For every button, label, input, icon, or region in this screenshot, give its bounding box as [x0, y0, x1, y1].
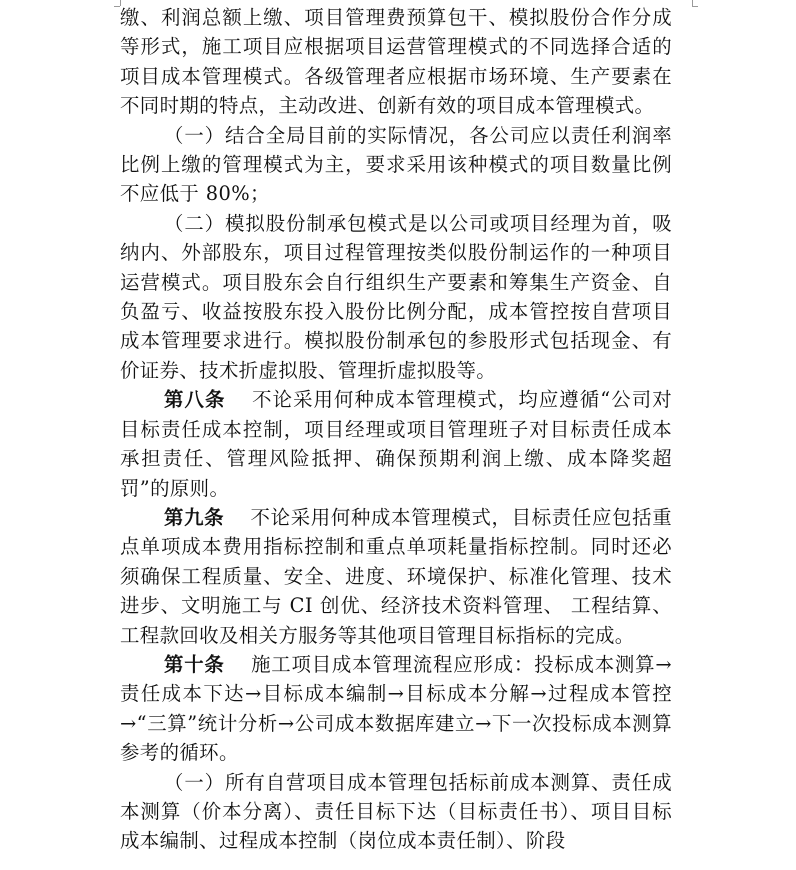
article-title: 第九条 [164, 505, 225, 529]
paragraph-item-2 [120, 209, 672, 385]
article-text: 不论采用何种成本管理模式，均应遵循“公司对目标责任成本控制，项目经理或项目管理班子对目标责任成本承担责任、管理风险抵押、确保预期利润上缴、成本降奖超罚”的原则。 [120, 388, 672, 500]
paragraph-continuation [120, 3, 672, 121]
paragraph-text: （一）所有自营项目成本管理包括标前成本测算、责任成本测算（价本分离）、责任目标下达（目标责任书）、项目目标成本编制、过程成本控制（岗位成本责任制）、阶段 [120, 770, 672, 853]
article-10 [120, 650, 672, 768]
paragraph-text: （二）模拟股份制承包模式是以公司或项目经理为首，吸纳内、外部股东，项目过程管理按类似股份制运作的一种项目运营模式。项目股东会自行组织生产要素和筹集生产资金、自负盈亏、收益按股东投入股份比例分配，成本管控按自营项目成本管理要求进行。模拟股份制承包的参股形式包括现金、有价证券、技术折虚拟股、管理折虚拟股等。 [120, 211, 672, 382]
article-title: 第八条 [164, 388, 226, 412]
article-9 [120, 503, 672, 650]
article-text: 不论采用何种成本管理模式，目标责任应包括重点单项成本费用指标控制和重点单项耗量指标控制。同时还必须确保工程质量、安全、进度、环境保护、标准化管理、技术进步、文明施工与 CI 创优、经济技术资料管理、 工程结算、工程款回收及相关方服务等其他项目管理目标指标的完成。 [120, 505, 672, 647]
article-8 [120, 385, 672, 503]
document-body [120, 3, 672, 856]
paragraph-item-1 [120, 121, 672, 209]
article-text: 施工项目成本管理流程应形成：投标成本测算→责任成本下达→目标成本编制→目标成本分解→过程成本管控→“三算”统计分析→公司成本数据库建立→下一次投标成本测算参考的循环。 [120, 652, 673, 765]
paragraph-item-3 [120, 768, 672, 856]
page-corner-mark-right-h [692, 6, 698, 7]
paragraph-text: 缴、利润总额上缴、项目管理费预算包干、模拟股份合作分成等形式，施工项目应根据项目运营管理模式的不同选择合适的项目成本管理模式。各级管理者应根据市场环境、生产要素在不同时期的特点，主动改进、创新有效的项目成本管理模式。 [120, 6, 672, 118]
paragraph-text: （一）结合全局目前的实际情况，各公司应以责任利润率比例上缴的管理模式为主，要求采用该种模式的项目数量比例不应低于 80%； [120, 123, 672, 206]
article-title: 第十条 [164, 652, 225, 676]
